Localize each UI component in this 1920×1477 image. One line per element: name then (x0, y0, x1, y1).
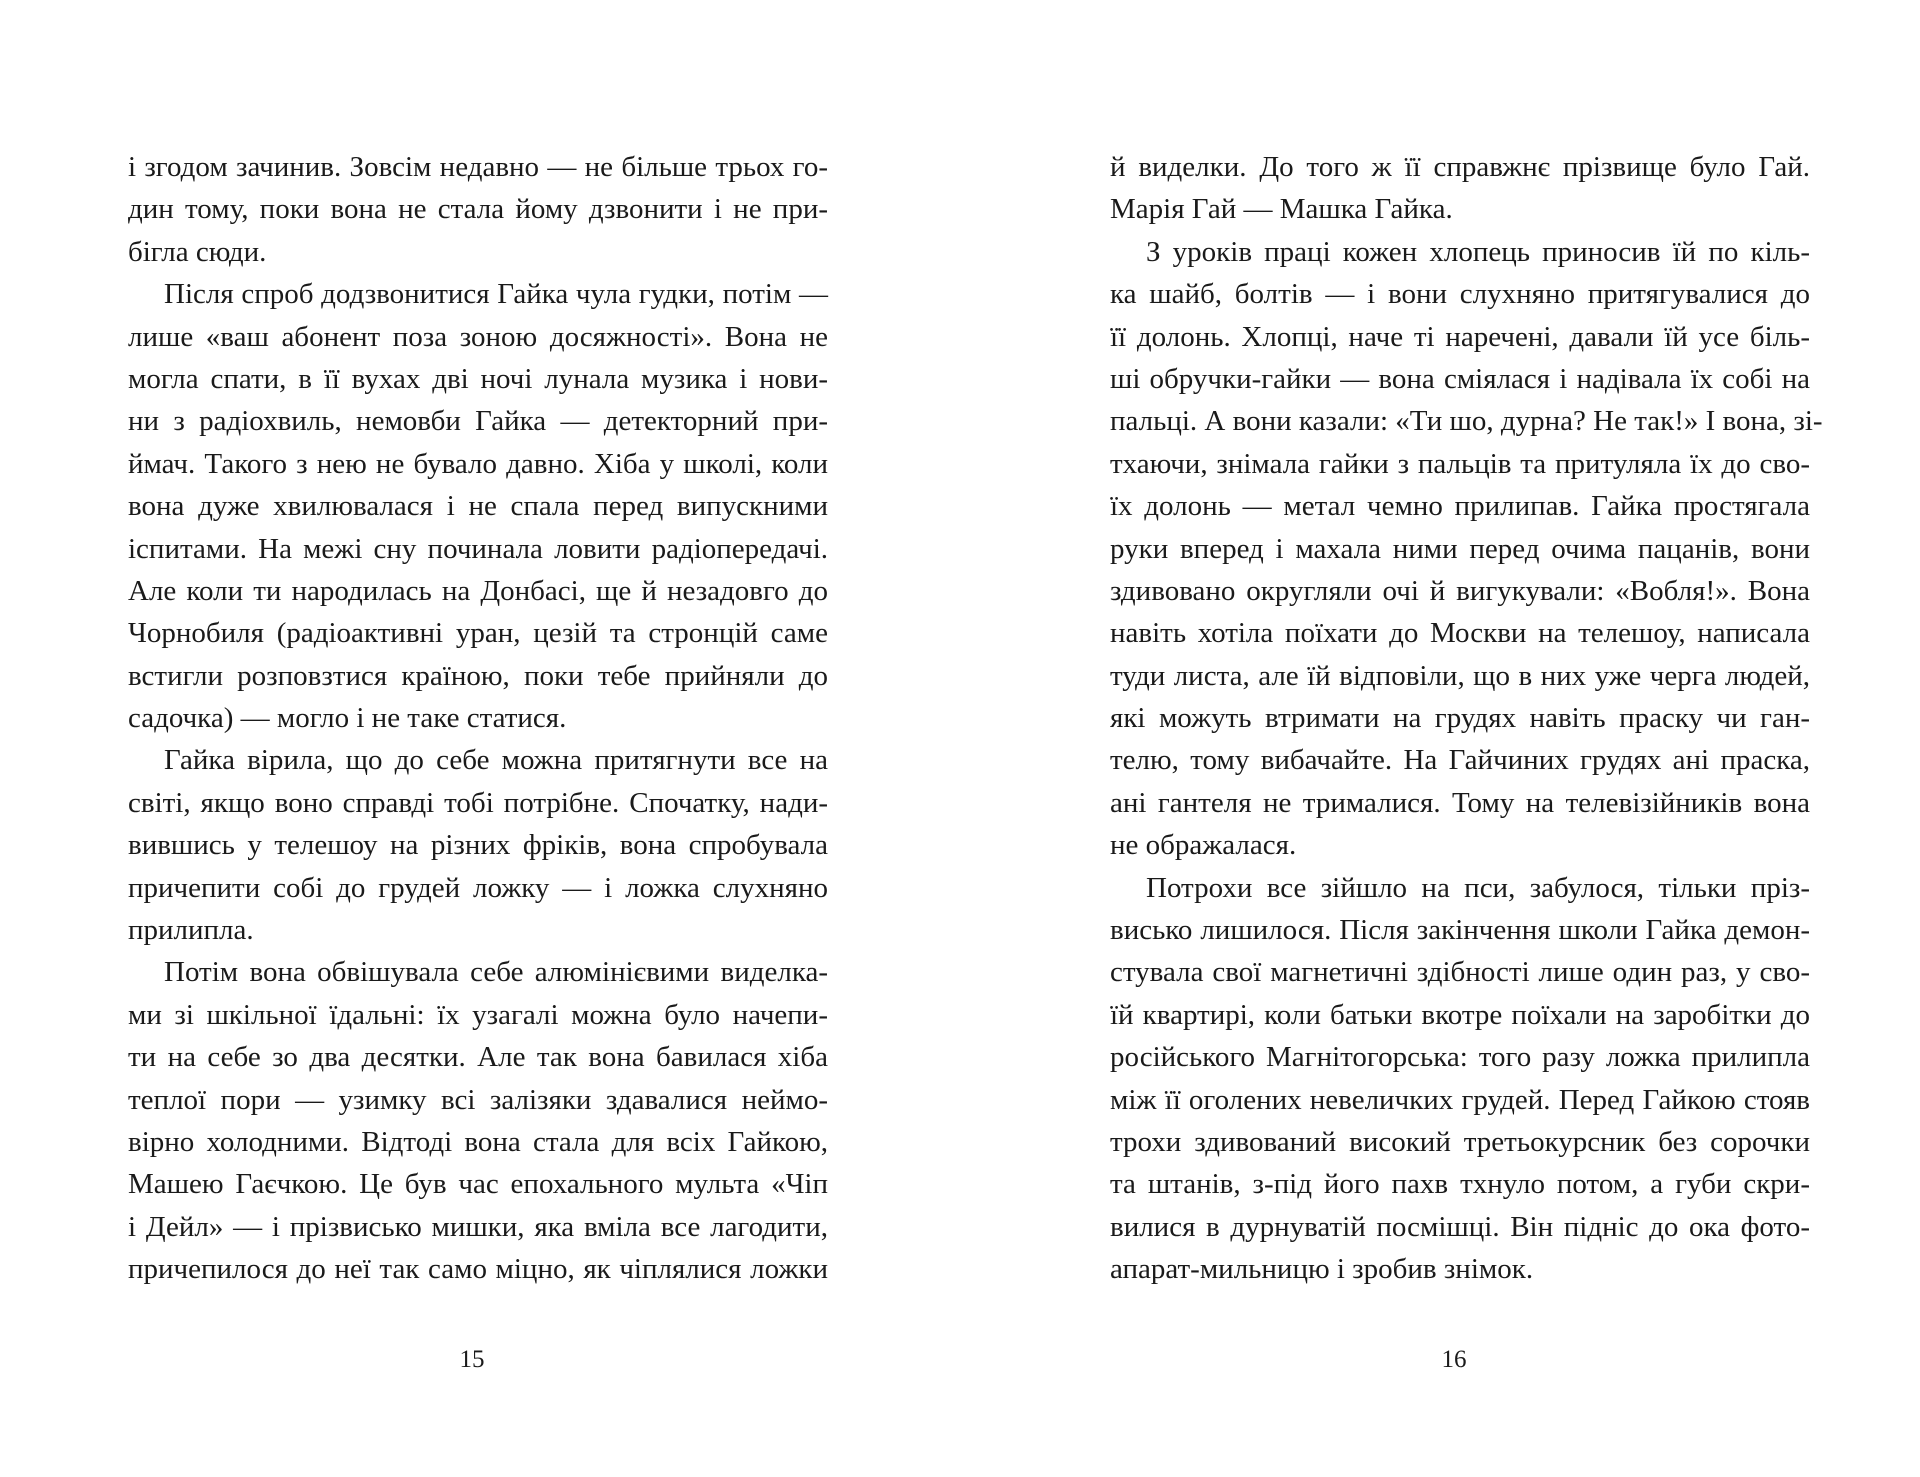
text-line: висько лишилося. Після закінчення школи Гайка демон- (1110, 914, 1810, 947)
text-line: ані гантеля не трималися. Тому на телевізійників вона (1110, 786, 1810, 819)
text-line: між її оголених невеличких грудей. Перед Гайкою стояв (1110, 1083, 1810, 1116)
text-line: Після спроб додзвонитися Гайка чула гудки, потім — (164, 278, 828, 311)
left-page-number: 15 (459, 1346, 485, 1373)
text-line: прилипла. (128, 914, 254, 947)
text-line: телю, тому вибачайте. На Гайчиних грудях ані праска, (1110, 744, 1810, 777)
text-line: З уроків праці кожен хлопець приносив їй по кіль- (1146, 235, 1810, 268)
text-line: причепити собі до грудей ложку — і ложка слухняно (128, 871, 828, 904)
text-line: російського Магнітогорська: того разу ложка прилипла (1110, 1041, 1810, 1074)
left-page (128, 146, 828, 1291)
text-line: ми зі шкільної їдальні: їх узагалі можна було начепи- (128, 998, 828, 1031)
text-line: вона дуже хвилювалася і не спала перед випускними (128, 490, 828, 523)
text-line: встигли розповзтися країною, поки тебе прийняли до (128, 659, 828, 692)
text-line: вірно холодними. Відтоді вона стала для всіх Гайкою, (128, 1125, 828, 1158)
text-line: її долонь. Хлопці, наче ті наречені, давали їй усе біль- (1110, 320, 1810, 353)
text-line: причепилося до неї так само міцно, як чіплялися ложки (128, 1253, 828, 1286)
text-line: вившись у телешоу на різних фріків, вона спробувала (128, 829, 828, 862)
text-line: та штанів, з-під його пахв тхнуло потом, а губи скри- (1110, 1168, 1810, 1201)
text-line: Марія Гай — Машка Гайка. (1110, 193, 1453, 226)
text-line: Потім вона обвішувала себе алюмінієвими виделка- (164, 956, 828, 989)
text-line: трохи здивований високий третьокурсник без сорочки (1110, 1125, 1810, 1158)
text-line: світі, якщо воно справді тобі потрібне. Спочатку, нади- (128, 786, 828, 819)
text-line: туди листа, але їй відповіли, що в них уже черга людей, (1110, 659, 1810, 692)
text-line: Чорнобиля (радіоактивні уран, цезій та стронцій саме (128, 617, 828, 650)
text-line: ти на себе зо два десятки. Але так вона бавилася хіба (128, 1041, 828, 1074)
text-line: дин тому, поки вона не стала йому дзвонити і не при- (128, 193, 828, 226)
text-line: Потрохи все зійшло на пси, забулося, тільки пріз- (1146, 871, 1810, 904)
text-line: руки вперед і махала ними перед очима пацанів, вони (1110, 532, 1810, 565)
text-line: могла спати, в її вухах дві ночі лунала музика і нови- (128, 362, 828, 395)
text-line: ни з радіохвиль, немовби Гайка — детекторний при- (128, 405, 828, 438)
text-line: і згодом зачинив. Зовсім недавно — не більше трьох го- (128, 151, 828, 183)
text-line: Гайка вірила, що до себе можна притягнути все на (164, 744, 828, 777)
text-line: й виделки. До того ж її справжнє прізвище було Гай. (1110, 151, 1810, 183)
text-line: ймач. Такого з нею не бувало давно. Хіба у школі, коли (128, 447, 828, 480)
text-line: лише «ваш абонент поза зоною досяжності». Вона не (128, 320, 828, 353)
text-line: іспитами. На межі сну починала ловити радіопередачі. (128, 532, 828, 565)
text-line: теплої пори — узимку всі залізяки здавалися неймо- (128, 1083, 828, 1116)
text-line: апарат-мильницю і зробив знімок. (1110, 1253, 1534, 1286)
text-line: ші обручки-гайки — вона сміялася і надівала їх собі на (1110, 362, 1810, 395)
text-line: навіть хотіла поїхати до Москви на телешоу, написала (1110, 617, 1810, 650)
text-line: ка шайб, болтів — і вони слухняно притягувалися до (1110, 278, 1810, 311)
text-line: Машею Гаєчкою. Це був час епохального мульта «Чіп (128, 1168, 828, 1201)
text-line: тхаючи, знімала гайки з пальців та притуляла їх до сво- (1110, 447, 1810, 480)
text-line: стувала свої магнетичні здібності лише один раз, у сво- (1110, 956, 1810, 989)
text-line: їх долонь — метал чемно прилипав. Гайка простягала (1110, 490, 1810, 523)
text-line: їй квартирі, коли батьки вкотре поїхали на заробітки до (1110, 998, 1810, 1031)
text-line: вилися в дурнуватій посмішці. Він підніс до ока фото- (1110, 1210, 1810, 1243)
text-line: не ображалася. (1110, 829, 1297, 862)
text-line: які можуть втримати на грудях навіть праску чи ган- (1110, 702, 1810, 735)
text-line: бігла сюди. (128, 235, 267, 268)
right-page (1110, 146, 1823, 1291)
right-page-number: 16 (1441, 1346, 1467, 1373)
text-line: Але коли ти народилась на Донбасі, ще й незадовго до (128, 574, 828, 607)
text-line: пальці. А вони казали: «Ти шо, дурна? Не так!» І вона, зі- (1110, 405, 1823, 438)
text-line: здивовано округляли очі й вигукували: «Вобля!». Вона (1110, 574, 1810, 607)
text-line: садочка) — могло і не таке статися. (128, 702, 567, 735)
text-line: і Дейл» — і прізвисько мишки, яка вміла все лагодити, (128, 1210, 828, 1243)
